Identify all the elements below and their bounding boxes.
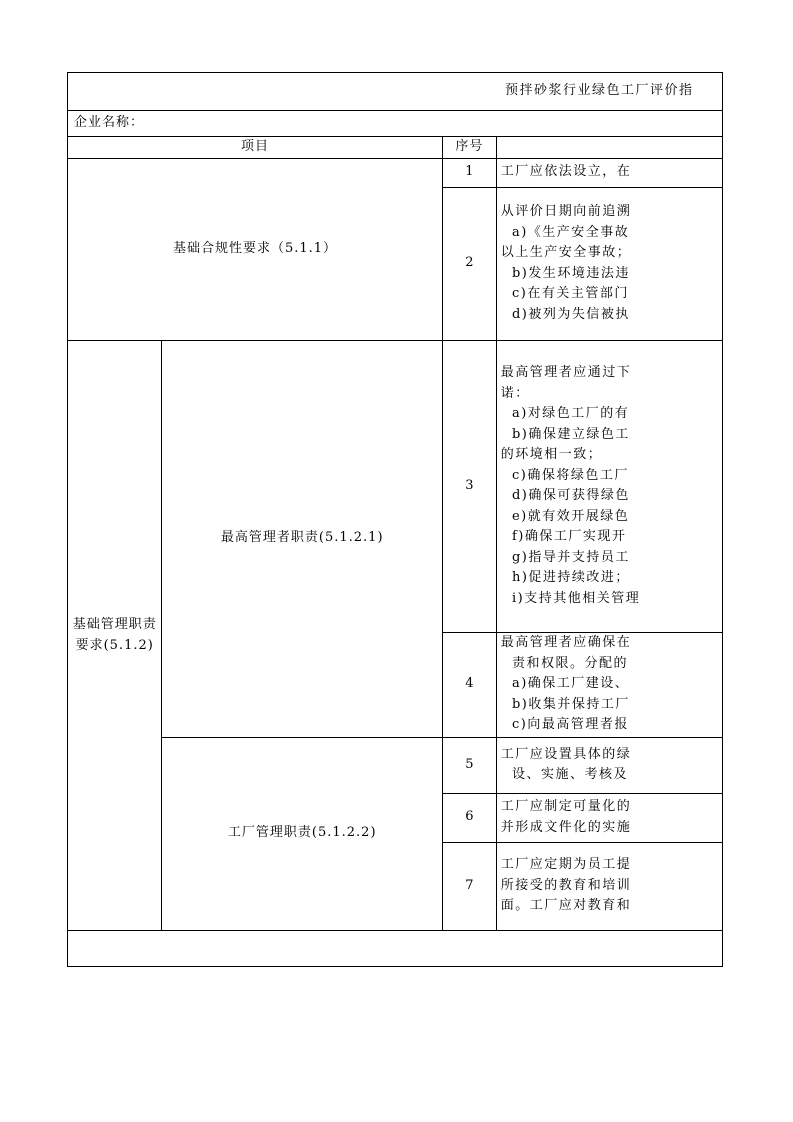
footer-cell bbox=[68, 930, 723, 966]
section-mgmt-group: 基础管理职责要求(5.1.2) bbox=[68, 340, 162, 930]
title-row bbox=[68, 73, 723, 111]
row-seq: 6 bbox=[442, 793, 496, 842]
section-basic-compliance: 基础合规性要求（5.1.1） bbox=[68, 158, 443, 340]
row-requirement: 最高管理者应确保在 责和权限。分配的 a)确保工厂建设、 b)收集并保持工厂 c)向最高管理者报 bbox=[496, 632, 722, 737]
row-seq: 4 bbox=[442, 632, 496, 737]
row-requirement: 最高管理者应通过下 诺： a)对绿色工厂的有 b)确保建立绿色工 的环境相一致； c)确保将绿色工厂 d)确保可获得绿色 e)就有效开展绿色 f)确保工厂实现开 g)指导并支持员工 h)促进持续改进； i)支持其他相关管理 bbox=[496, 340, 722, 632]
footer-row bbox=[68, 930, 723, 966]
table-title: 预拌砂浆行业绿色工厂评价指 bbox=[68, 73, 723, 111]
row-requirement: 工厂应制定可量化的 并形成文件化的实施 bbox=[496, 793, 722, 842]
row-requirement: 从评价日期向前追溯 a)《生产安全事故 以上生产安全事故； b)发生环境违法违 c)在有关主管部门 d)被列为失信被执 bbox=[496, 187, 722, 340]
section-top-mgmt: 最高管理者职责(5.1.2.1) bbox=[162, 340, 443, 737]
header-seq: 序号 bbox=[442, 137, 496, 159]
header-requirement bbox=[496, 137, 722, 159]
row-requirement: 工厂应设置具体的绿 设、实施、考核及 bbox=[496, 737, 722, 793]
table-row bbox=[68, 340, 723, 632]
header-item: 项目 bbox=[68, 137, 443, 159]
row-seq: 2 bbox=[442, 187, 496, 340]
row-requirement: 工厂应定期为员工提 所接受的教育和培训 面。工厂应对教育和 bbox=[496, 842, 722, 930]
evaluation-table bbox=[67, 72, 723, 967]
row-seq: 3 bbox=[442, 340, 496, 632]
header-row bbox=[68, 137, 723, 159]
row-seq: 7 bbox=[442, 842, 496, 930]
company-row bbox=[68, 111, 723, 137]
company-name-label: 企业名称： bbox=[68, 111, 723, 137]
table-row bbox=[68, 158, 723, 187]
row-requirement: 工厂应依法设立，在 bbox=[496, 158, 722, 187]
row-seq: 5 bbox=[442, 737, 496, 793]
table-row bbox=[68, 737, 723, 793]
row-seq: 1 bbox=[442, 158, 496, 187]
section-factory-mgmt: 工厂管理职责(5.1.2.2) bbox=[162, 737, 443, 930]
